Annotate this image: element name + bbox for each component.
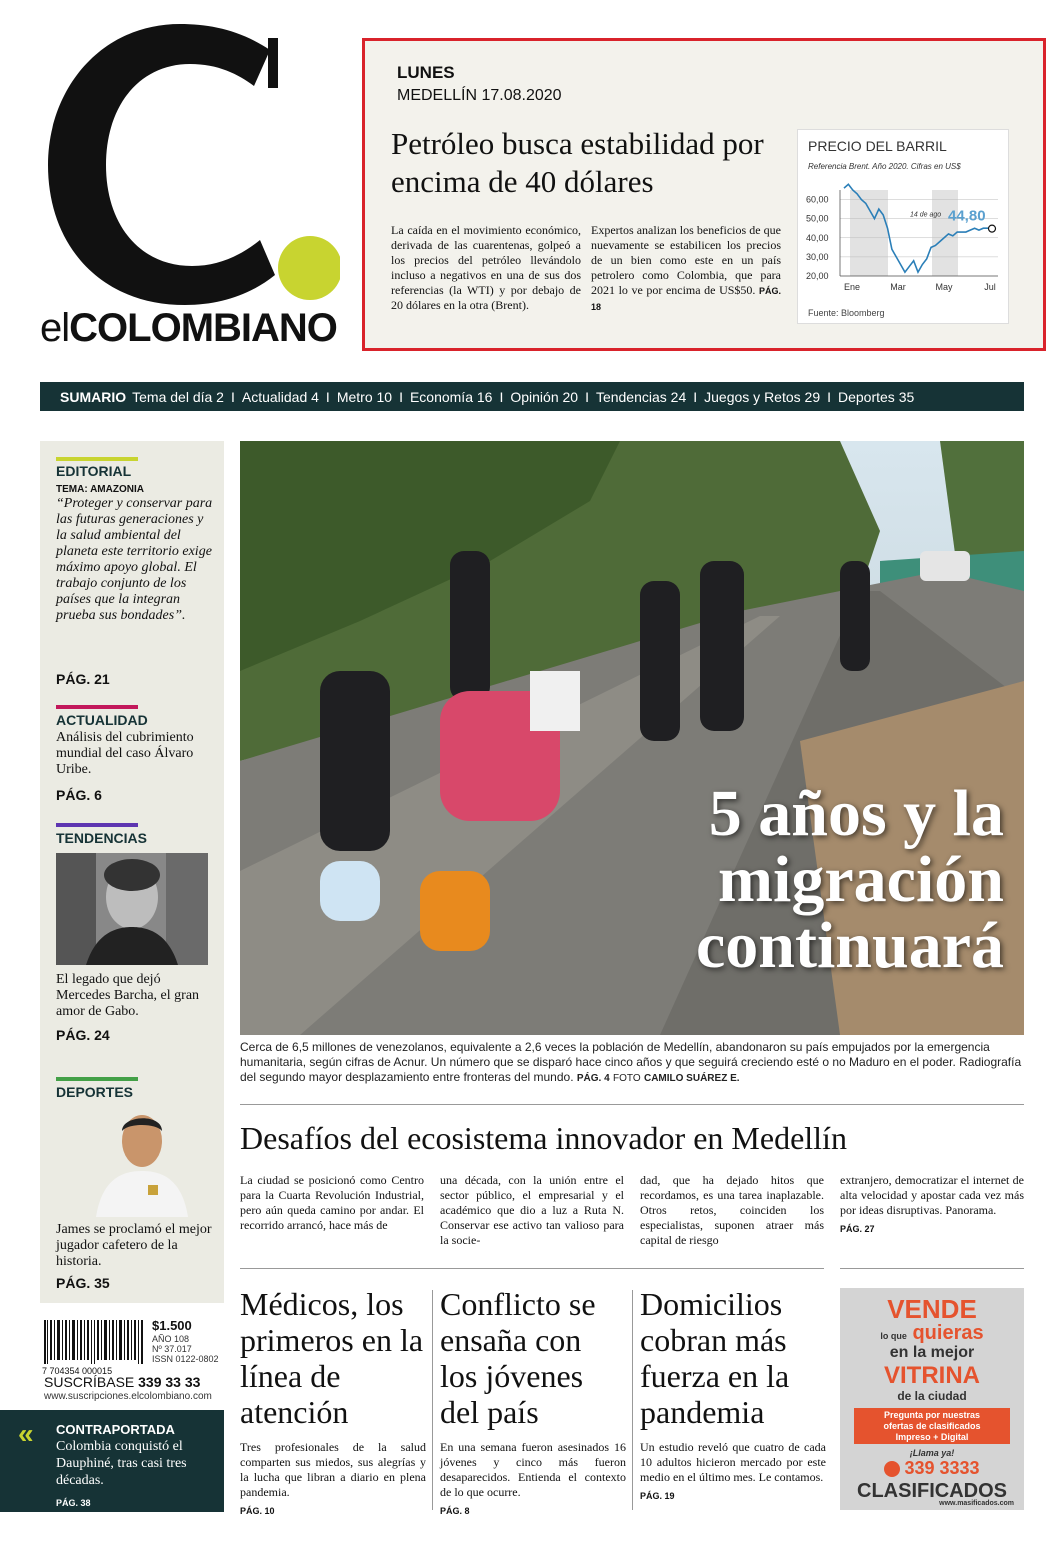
- ad-phone: 339 3333: [840, 1458, 1024, 1479]
- tendencias-rule: [56, 823, 138, 827]
- caption-page: PÁG. 4: [576, 1073, 610, 1084]
- chart-y-tick: 30,00: [806, 251, 829, 262]
- story2-page: PÁG. 27: [840, 1224, 875, 1234]
- bottom-story-title[interactable]: Conflicto se ensaña con los jóvenes del país: [440, 1286, 596, 1430]
- issue-number: Nº 37.017: [152, 1344, 192, 1354]
- editorial-rule: [56, 457, 138, 461]
- tendencias-page: PÁG. 24: [56, 1027, 110, 1043]
- editorial-tema: TEMA: AMAZONIA: [56, 484, 144, 495]
- main-caption: Cerca de 6,5 millones de venezolanos, equivalente a 2,6 veces la población de Medellín, abandonaron su país empujados por la emergencia humanitaria, según cifras de Acnur. Un número que se disparó hace cinco años y que seguirá creciendo esté o no Maduro en el poder. Radiografía del segundo mayor desplazamiento entre fronteras del mundo. PÁG. 4 FOTO CAMILO SUÁREZ E.: [240, 1040, 1022, 1084]
- chart-last-value: 44,80: [948, 207, 986, 225]
- chart-band: [850, 190, 888, 276]
- deportes-label: DEPORTES: [56, 1084, 134, 1100]
- divider: [240, 1268, 824, 1269]
- tendencias-text[interactable]: El legado que dejó Mercedes Barcha, el gran amor de Gabo.: [56, 972, 200, 1019]
- oil-price-chart: [797, 129, 1009, 324]
- sumario-item[interactable]: Opinión 20: [510, 388, 579, 405]
- column-rule: [432, 1290, 433, 1510]
- sumario-label: SUMARIO: [60, 388, 127, 405]
- deportes-photo[interactable]: [56, 1105, 208, 1217]
- sumario-item[interactable]: Deportes 35: [838, 388, 915, 405]
- ad-url: www.masificados.com: [939, 1500, 1014, 1507]
- chart-y-tick: 40,00: [806, 232, 829, 243]
- bottom-story-text: Un estudio reveló que cuatro de cada 10 adultos hicieron mercado por este medio en el último mes. Le contamos. PÁG. 19: [640, 1440, 826, 1501]
- sumario-bar: SUMARIO Tema del día 2 I Actualidad 4 I Metro 10 I Economía 16 I Opinión 20 I Tendencias 24 I Juegos y Retos 29 I Deportes 35: [40, 382, 1024, 411]
- story2-col-2: una década, con la unión entre el sector público, el empresarial y el académico que dio a luz a Ruta N. Conservar ese activo tan valioso para la socie-: [440, 1173, 624, 1247]
- sumario-item[interactable]: Economía 16: [409, 388, 493, 405]
- deportes-page: PÁG. 35: [56, 1275, 110, 1291]
- divider: [240, 1104, 1024, 1105]
- actualidad-label: ACTUALIDAD: [56, 712, 148, 728]
- chart-x-tick: May: [935, 282, 953, 292]
- tendencias-photo[interactable]: [56, 853, 208, 965]
- sidebar: [40, 441, 224, 1303]
- chart-y-tick: 60,00: [806, 194, 829, 205]
- actualidad-page: PÁG. 6: [56, 787, 102, 803]
- chart-y-tick: 20,00: [806, 271, 829, 281]
- contraportada-text: Colombia conquistó el Dauphiné, tras casi tres décadas.: [56, 1439, 187, 1488]
- story2-col-1: La ciudad se posicionó como Centro para la Cuarta Revolución Industrial, pero aún queda camino por andar. El recorrido arrancó, hace más de: [240, 1173, 424, 1232]
- ad-offer-box: Pregunta por nuestras ofertas de clasificados Impreso + Digital: [854, 1408, 1010, 1444]
- lead-story-page: PÁG. 18: [591, 286, 782, 312]
- editorial-page: PÁG. 21: [56, 671, 110, 687]
- main-headline[interactable]: 5 años y la migración continuará: [695, 777, 1004, 982]
- ad-line-mejor: en la mejor: [889, 1344, 975, 1361]
- issn: ISSN 0122-0802: [152, 1354, 219, 1364]
- chart-subtitle: Referencia Brent. Año 2020. Cifras en US$: [808, 162, 961, 171]
- contraportada-box[interactable]: [0, 1410, 224, 1512]
- sumario-item[interactable]: Actualidad 4: [241, 388, 319, 405]
- bottom-story-text: Tres profesionales de la salud comparten sus miedos, sus alegrías y la lucha que libran a diario en plena pandemia. PÁG. 10: [240, 1440, 426, 1516]
- story2-title[interactable]: Desafíos del ecosistema innovador en Medellín: [240, 1120, 847, 1156]
- contraportada-label: CONTRAPORTADA: [56, 1422, 175, 1437]
- logo-c-mark: [40, 20, 340, 310]
- chart-annotation: 14 de ago: [910, 211, 942, 219]
- deportes-rule: [56, 1077, 138, 1081]
- subscribe-url[interactable]: www.suscripciones.elcolombiano.com: [44, 1391, 212, 1402]
- ad-line-quieras: quieras: [912, 1322, 984, 1344]
- chevrons-left-icon: «: [18, 1418, 34, 1449]
- editorial-quote[interactable]: “Proteger y conservar para las futuras generaciones y la salud ambiental del planeta este territorio exige máximo apoyo global. El trabajo conjunto de los países que la integran prueba sus bondades”.: [56, 496, 213, 623]
- chart-title: PRECIO DEL BARRIL: [808, 138, 947, 154]
- chart-x-tick: Jul: [984, 282, 996, 292]
- tendencias-label: TENDENCIAS: [56, 830, 148, 846]
- subscribe-line[interactable]: SUSCRÍBASE 339 33 33: [44, 1374, 201, 1390]
- day-label: LUNES: [397, 63, 455, 82]
- barcode-digits: 7 704354 000015: [42, 1366, 113, 1376]
- ad-line-vende: VENDE: [887, 1294, 977, 1324]
- sumario-item[interactable]: Tendencias 24: [595, 388, 687, 405]
- barcode: [40, 1320, 150, 1376]
- chart-last-point: [989, 225, 996, 232]
- ad-brand: CLASIFICADOS: [857, 1480, 1007, 1502]
- bottom-story-text: En una semana fueron asesinados 16 jóvenes y cinco más fueron desaparecidos. Entienda el contexto de lo que ocurre. PÁG. 8: [440, 1440, 626, 1516]
- year: AÑO 108: [152, 1334, 190, 1344]
- ad-call: ¡Llama ya!: [909, 1448, 955, 1458]
- chart-plot: [798, 178, 1010, 306]
- lead-story-title[interactable]: Petróleo busca estabilidad por encima de 40 dólares: [391, 126, 764, 199]
- ad-line-lo-que: lo que: [880, 1331, 907, 1341]
- column-rule: [632, 1290, 633, 1510]
- sumario-item[interactable]: Metro 10: [336, 388, 393, 405]
- dateline: MEDELLÍN 17.08.2020: [397, 87, 562, 104]
- sumario-item[interactable]: Juegos y Retos 29: [704, 388, 821, 405]
- ad-line-ciudad: de la ciudad: [897, 1389, 967, 1403]
- chart-x-tick: Mar: [890, 282, 906, 292]
- chart-band: [932, 190, 958, 276]
- logo-wordmark: elCOLOMBIANO: [40, 306, 337, 350]
- chart-y-tick: 50,00: [806, 213, 829, 224]
- divider: [840, 1268, 1024, 1269]
- lead-story-box: [362, 38, 1046, 351]
- price: $1.500: [152, 1318, 192, 1333]
- main-photo[interactable]: [240, 441, 1024, 1035]
- chart-x-tick: Ene: [843, 282, 861, 292]
- ad-line-vitrina: VITRINA: [884, 1362, 980, 1389]
- editorial-label: EDITORIAL: [56, 463, 132, 479]
- photographer: CAMILO SUÁREZ E.: [643, 1073, 740, 1084]
- chart-source: Fuente: Bloomberg: [808, 308, 885, 318]
- bottom-story-title[interactable]: Médicos, los primeros en la línea de atención: [240, 1286, 424, 1430]
- classifieds-ad[interactable]: [840, 1288, 1024, 1510]
- story2-col-3: dad, que ha dejado hitos que recordamos, es una tarea inaplazable. Otros retos, coinciden los especialistas, suponen atraer más capital de riesgo: [640, 1173, 824, 1247]
- bottom-story-title[interactable]: Domicilios cobran más fuerza en la pandemia: [640, 1286, 790, 1430]
- actualidad-rule: [56, 705, 138, 709]
- lead-story-col-2: Expertos analizan los beneficios de que nuevamente se estabilicen los precios de un bien como este en un país petrolero como Colombia, que para 2021 lo ve por encima de US$50. PÁG. 18: [591, 223, 782, 312]
- phone-icon: [884, 1461, 900, 1477]
- lead-story-col-1: La caída en el movimiento económico, derivada de las cuarentenas, golpeó a los precios del petróleo llevándolo incluso a negativos en una de sus dos referencias (la WTI) y por debajo de 20 dólares en la otra (Brent).: [391, 223, 581, 312]
- contraportada-page: PÁG. 38: [56, 1498, 91, 1508]
- actualidad-text[interactable]: Análisis del cubrimiento mundial del caso Álvaro Uribe.: [56, 730, 194, 777]
- deportes-text[interactable]: James se proclamó el mejor jugador cafetero de la historia.: [56, 1222, 212, 1269]
- story2-col-4: extranjero, democratizar el internet de alta velocidad y apostar cada vez más por ideas disruptivas. Panorama. PÁG. 27: [840, 1173, 1024, 1237]
- sumario-item[interactable]: Tema del día 2: [132, 388, 224, 405]
